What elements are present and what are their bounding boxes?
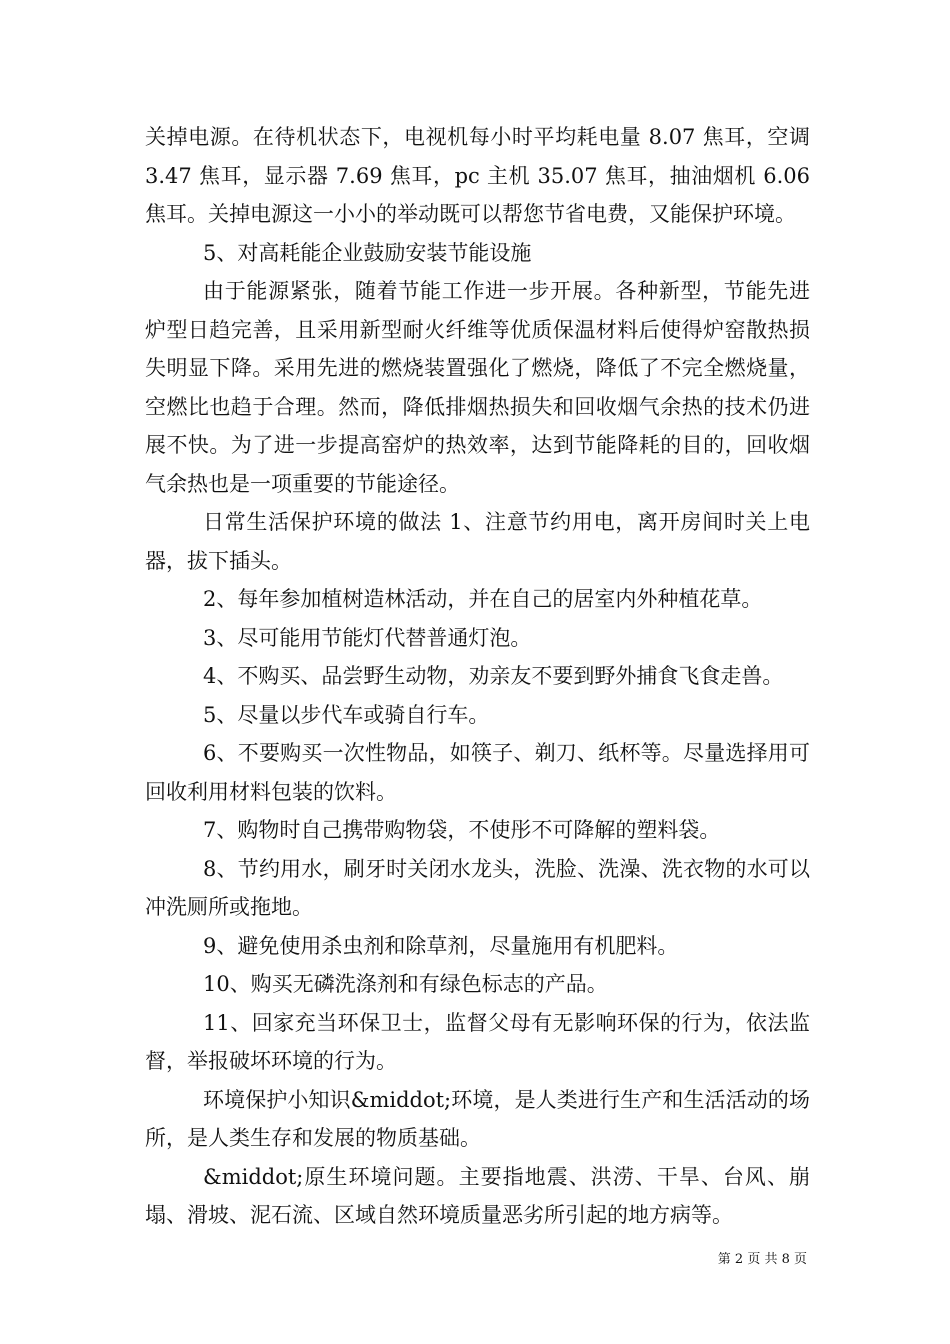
document-body — [145, 118, 810, 1235]
list-item: 7、购物时自己携带购物袋，不使彤不可降解的塑料袋。 — [203, 818, 721, 842]
list-item: 8、节约用水，刷牙时关闭水龙头，洗脸、洗澡、洗衣物的水可以冲洗厕所或拖地。 — [145, 856, 810, 919]
list-item: 10、购买无磷洗涤剂和有绿色标志的产品。 — [203, 972, 608, 996]
paragraph: 由于能源紧张，随着节能工作进一步开展。各种新型，节能先进炉型日趋完善，且采用新型耐火纤维等优质保温材料后使得炉窑散热损失明显下降。采用先进的燃烧装置强化了燃烧，降低了不完全燃烧量，空燃比也趋于合理。然而，降低排烟热损失和回收烟气余热的技术仍进展不快。为了进一步提高窑炉的热效率，达到节能降耗的目的，回收烟气余热也是一项重要的节能途径。 — [145, 279, 810, 496]
list-item: 5、尽量以步代车或骑自行车。 — [203, 702, 490, 727]
section-heading: 5、对高耗能企业鼓励安装节能设施 — [203, 240, 532, 265]
list-item: 11、回家充当环保卫士，监督父母有无影响环保的行为，依法监督，举报破坏环境的行为。 — [145, 1010, 810, 1073]
paragraph: &middot;原生环境问题。主要指地震、洪涝、干旱、台风、崩塌、滑坡、泥石流、区域自然环境质量恶劣所引起的地方病等。 — [145, 1164, 810, 1227]
paragraph: 环境保护小知识&middot;环境，是人类进行生产和生活活动的场所，是人类生存和发展的物质基础。 — [145, 1087, 810, 1150]
list-item: 2、每年参加植树造林活动，并在自己的居室内外种植花草。 — [203, 587, 763, 611]
list-item: 4、不购买、品尝野生动物，劝亲友不要到野外捕食飞食走兽。 — [203, 664, 784, 688]
list-item: 9、避免使用杀虫剂和除草剂，尽量施用有机肥料。 — [203, 933, 679, 958]
list-item: 3、尽可能用节能灯代替普通灯泡。 — [203, 625, 532, 650]
page-number: 第 2 页 共 8 页 — [717, 1252, 807, 1267]
paragraph: 关掉电源。在待机状态下，电视机每小时平均耗电量 8.07 焦耳，空调 3.47 焦耳，显示器 7.69 焦耳，pc 主机 35.07 焦耳，抽油烟机 6.06 焦耳。关掉电源这一小小的举动既可以帮您节省电费，又能保护环境。 — [145, 125, 810, 226]
paragraph: 日常生活保护环境的做法 1、注意节约用电，离开房间时关上电器，拔下插头。 — [145, 510, 810, 573]
list-item: 6、不要购买一次性物品，如筷子、剃刀、纸杯等。尽量选择用可回收利用材料包装的饮料。 — [145, 741, 810, 804]
